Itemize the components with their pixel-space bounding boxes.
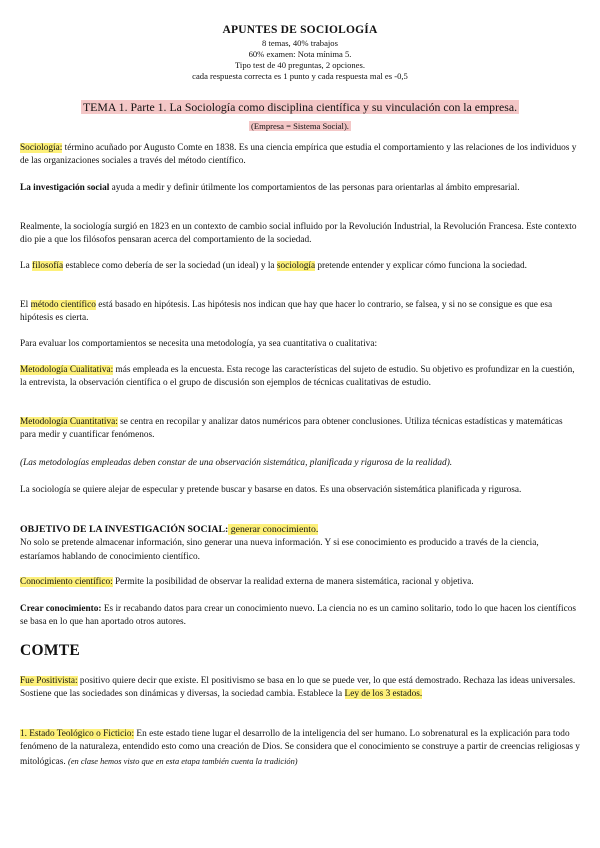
tema-subtitle: (Empresa = Sistema Social). xyxy=(251,121,349,131)
paragraph-text: ayuda a medir y definir útilmente los comportamientos de las personas para orientarlas al ámbito empresarial. xyxy=(109,183,520,193)
document-title: APUNTES DE SOCIOLOGÍA xyxy=(222,24,378,36)
paragraph-text: término acuñado por Augusto Comte en 1838. Es una ciencia empírica que estudia el comportamiento y las relaciones de los individuos y de las organizaciones sociales a través del método científico. xyxy=(20,143,577,167)
paragraph-text: Sostiene que las sociedades son dinámicas y diversas, la sociedad cambia. Establece la xyxy=(20,689,345,700)
paragraph-text: La xyxy=(20,261,33,271)
paragraph-metodo xyxy=(20,299,580,326)
term-metodologia-cuantitativa: Metodología Cuantitativa: xyxy=(20,417,118,427)
paragraph-nota-metodologias xyxy=(20,457,580,470)
paragraph-crear xyxy=(20,603,580,630)
paragraph-text: se centra en recopilar y analizar datos numéricos para obtener conclusiones. Utiliza técnicas estadísticas y matemáticas para medir y cuantificar fenómenos. xyxy=(20,417,563,441)
paragraph-investigacion xyxy=(20,182,580,195)
term-conocimiento-cientifico: Conocimiento científico: xyxy=(20,577,113,587)
term-sociologia-2: sociología xyxy=(276,261,316,271)
paragraph-conocimiento xyxy=(20,576,580,589)
paragraph-estado-teologico xyxy=(20,728,580,769)
paragraph-alejar: La sociología se quiere alejar de especular y pretende buscar y basarse en datos. Es una observación sistemática planificada y rigurosa. xyxy=(20,485,522,495)
objetivo-highlight: generar conocimiento. xyxy=(228,524,319,535)
paragraph-text: pretende entender y explicar cómo funciona la sociedad. xyxy=(315,261,528,271)
term-metodologia-cualitativa: Metodología Cualitativa: xyxy=(20,365,114,375)
term-crear-conocimiento: Crear conocimiento: xyxy=(20,604,102,614)
term-positivista: Fue Positivista: xyxy=(20,676,78,686)
paragraph-text: No solo se pretende almacenar información, sino generar una nueva información. Y si ese conocimiento es producido a través de la ciencia, estaríamos hablando de conocimiento científico. xyxy=(20,538,539,562)
term-ley-3-estados: Ley de los 3 estados. xyxy=(344,689,423,700)
emphasis-text: observación sistemática, planificada y rigurosa de la realidad xyxy=(215,458,447,468)
paragraph-text: ). xyxy=(446,458,453,468)
header-line: 8 temas, 40% trabajos xyxy=(262,38,338,48)
class-note: (en clase hemos visto que en esta etapa también cuenta la tradición) xyxy=(68,756,298,766)
paragraph-positivista xyxy=(20,675,580,702)
paragraph-text: Permite la posibilidad de observar la realidad externa de manera sistemática, racional y objetiva. xyxy=(112,577,474,587)
section-heading-comte: COMTE xyxy=(20,642,81,659)
tema-heading xyxy=(0,98,600,134)
paragraph-text: más empleada es la encuesta. Esta recoge las características del sujeto de estudio. Su objetivo es profundizar en la cuestión, la entrevista, la observación científica o el grupo de discusión son ejemplos de técnicas cualitativas de estudio. xyxy=(20,365,575,389)
header-line: 60% examen: Nota mínima 5. xyxy=(248,49,352,59)
paragraph-sociologia xyxy=(20,142,580,169)
paragraph-evaluar: Para evaluar los comportamientos se necesita una metodología, ya sea cuantitativa o cualitativa: xyxy=(20,339,378,349)
term-investigacion: La investigación social xyxy=(20,183,110,193)
paragraph-realmente: Realmente, la sociología surgió en 1823 en un contexto de cambio social influido por la Revolución Industrial, la Revolución Francesa. Este contexto dio pie a que los filósofos pensaran acerca del comportamiento de la sociedad. xyxy=(20,222,577,246)
paragraph-cualitativa xyxy=(20,364,580,391)
term-sociologia: Sociología: xyxy=(20,143,63,153)
paragraph-cuantitativa xyxy=(20,416,580,443)
paragraph-text: positivo quiere decir que existe. El positivismo se basa en lo que se puede ver, lo que está demostrado. Rechaza las ideas universales. xyxy=(77,676,576,686)
paragraph-text: está basado en hipótesis. Las hipótesis nos indican que hay que hacer lo contrario, se falsea, y si no se consigue es que esa hipótesis es cierta. xyxy=(20,300,553,324)
term-metodo-cientifico: método científico xyxy=(30,300,96,310)
paragraph-text: El xyxy=(20,300,31,310)
term-estado-teologico: 1. Estado Teológico o Ficticio: xyxy=(20,729,135,739)
paragraph-text: establece como debería de ser la sociedad (un ideal) y la xyxy=(63,261,277,271)
header-line: cada respuesta correcta es 1 punto y cada respuesta mal es -0,5 xyxy=(192,71,408,81)
objetivo-label: OBJETIVO DE LA INVESTIGACIÓN SOCIAL: xyxy=(20,524,229,535)
paragraph-text: (Las metodologías empleadas deben constar de una xyxy=(20,458,216,468)
tema-title: TEMA 1. Parte 1. La Sociología como disciplina científica y su vinculación con la empresa. xyxy=(82,100,518,114)
paragraph-objetivo xyxy=(20,523,580,564)
header-line: Tipo test de 40 preguntas, 2 opciones. xyxy=(234,60,365,70)
paragraph-text: Es ir recabando datos para crear un conocimiento nuevo. La ciencia no es un camino solitario, todo lo que hacen los científicos se basa en lo que han aportado otros autores. xyxy=(20,604,576,628)
term-filosofia: filosofía xyxy=(32,261,64,271)
paragraph-filosofia xyxy=(20,260,580,273)
paragraph-text: En este estado tiene lugar el desarrollo de la inteligencia del ser humano. Lo sobrenatural es la explicación para todo fenómeno de la naturaleza, entendido esto como una creación de Dios. Se considera que el conocimiento se construye a partir de creencias religiosas y mitológicas. xyxy=(20,729,580,767)
